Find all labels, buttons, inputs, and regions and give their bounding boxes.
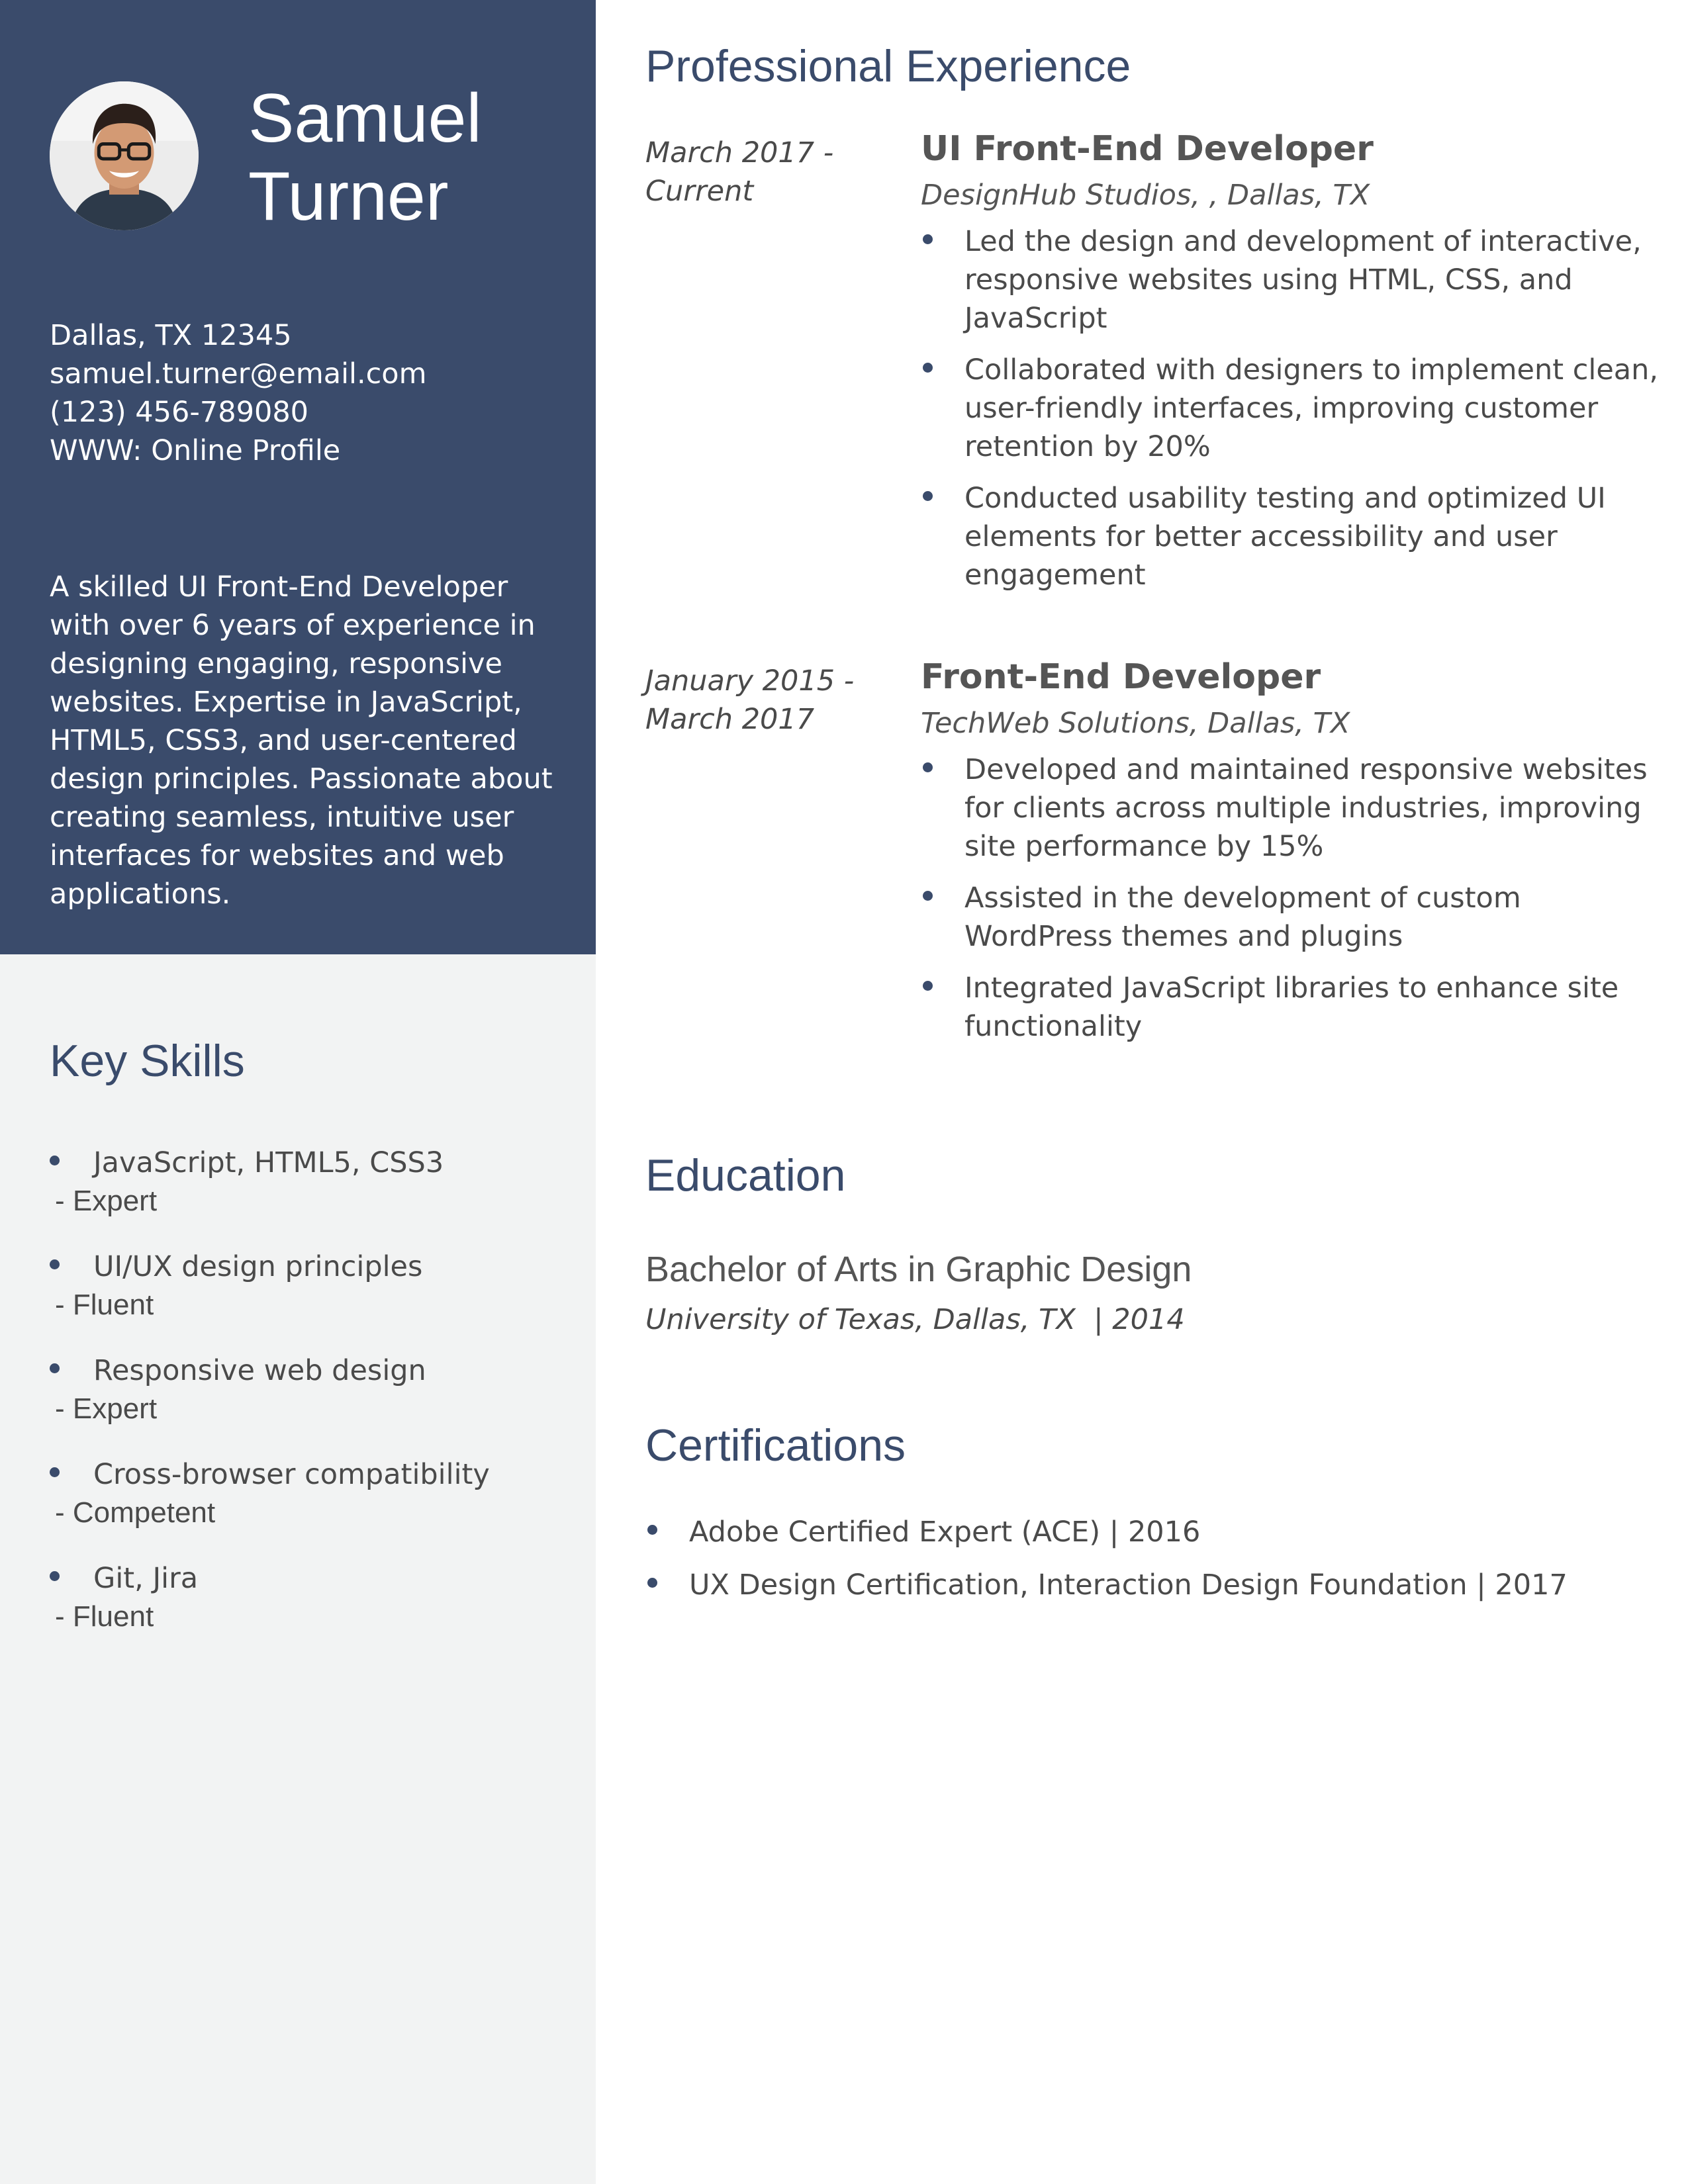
skills-heading: Key Skills [50, 1036, 245, 1086]
skill-item [50, 1351, 579, 1428]
experience-heading: Professional Experience [645, 41, 1131, 91]
skill-name: Git, Jira [50, 1559, 579, 1598]
skill-name: Cross-browser compatibility [50, 1455, 579, 1494]
skill-level: - Fluent [55, 1289, 154, 1321]
skill-level: - Competent [55, 1496, 216, 1529]
first-name: Samuel [248, 80, 482, 157]
certification-item: UX Design Certification, Interaction Design Foundation | 2017 [645, 1566, 1652, 1604]
job-bullet: Assisted in the development of custom WordPress themes and plugins [921, 879, 1662, 956]
contact-info [50, 316, 579, 470]
job-title: Front-End Developer [921, 657, 1321, 697]
contact-phone: (123) 456-789080 [50, 396, 309, 429]
contact-address: Dallas, TX 12345 [50, 319, 292, 352]
skill-level: - Fluent [55, 1600, 154, 1633]
job-bullet: Led the design and development of interactive, responsive websites using HTML, CSS, and JavaScript [921, 222, 1662, 338]
job-bullets [921, 222, 1662, 594]
skill-item [50, 1455, 579, 1532]
education-heading: Education [645, 1150, 846, 1201]
skill-item [50, 1144, 579, 1220]
certifications-heading: Certifications [645, 1420, 906, 1471]
degree-title: Bachelor of Arts in Graphic Design [645, 1250, 1192, 1289]
candidate-name [248, 79, 579, 236]
last-name: Turner [248, 158, 449, 235]
avatar [50, 81, 199, 230]
job-company: DesignHub Studios, , Dallas, TX [921, 179, 1370, 212]
contact-email[interactable]: samuel.turner@email.com [50, 357, 427, 390]
job-details [921, 657, 1662, 1059]
skill-item [50, 1559, 579, 1636]
job-details [921, 129, 1662, 608]
skill-name: UI/UX design principles [50, 1248, 579, 1286]
job-title: UI Front-End Developer [921, 129, 1374, 169]
job-bullet: Collaborated with designers to implement clean, user-friendly interfaces, improving customer retention by 20% [921, 351, 1662, 466]
skill-item [50, 1248, 579, 1324]
profile-summary: A skilled UI Front-End Developer with over 6 years of experience in designing engaging, responsive websites. Expertise in JavaScript, HTML5, CSS3, and user-centered design principles. Passionate about creating seamless, intuitive user interfaces for websites and web applications. [50, 570, 553, 911]
certifications-list [645, 1513, 1652, 1619]
school-info: University of Texas, Dallas, TX | 2014 [645, 1303, 1185, 1336]
job-company: TechWeb Solutions, Dallas, TX [921, 707, 1350, 740]
job-date-start: January 2015 - [645, 664, 855, 698]
job-date-end: Current [645, 175, 754, 208]
job-date-end: March 2017 [645, 703, 815, 736]
skill-level: - Expert [55, 1185, 158, 1217]
skill-name: JavaScript, HTML5, CSS3 [50, 1144, 579, 1182]
skills-list [50, 1144, 579, 1663]
job-dates [645, 134, 910, 210]
certification-item: Adobe Certified Expert (ACE) | 2016 [645, 1513, 1652, 1551]
job-bullet: Integrated JavaScript libraries to enhance site functionality [921, 969, 1662, 1046]
contact-website[interactable]: WWW: Online Profile [50, 434, 341, 467]
person-photo-icon [50, 81, 199, 230]
skill-name: Responsive web design [50, 1351, 579, 1390]
job-dates [645, 662, 910, 739]
job-date-start: March 2017 - [645, 136, 834, 169]
job-bullet: Conducted usability testing and optimized UI elements for better accessibility and user engagement [921, 479, 1662, 594]
job-bullet: Developed and maintained responsive websites for clients across multiple industries, improving site performance by 15% [921, 751, 1662, 866]
job-bullets [921, 751, 1662, 1046]
skill-level: - Expert [55, 1392, 158, 1425]
